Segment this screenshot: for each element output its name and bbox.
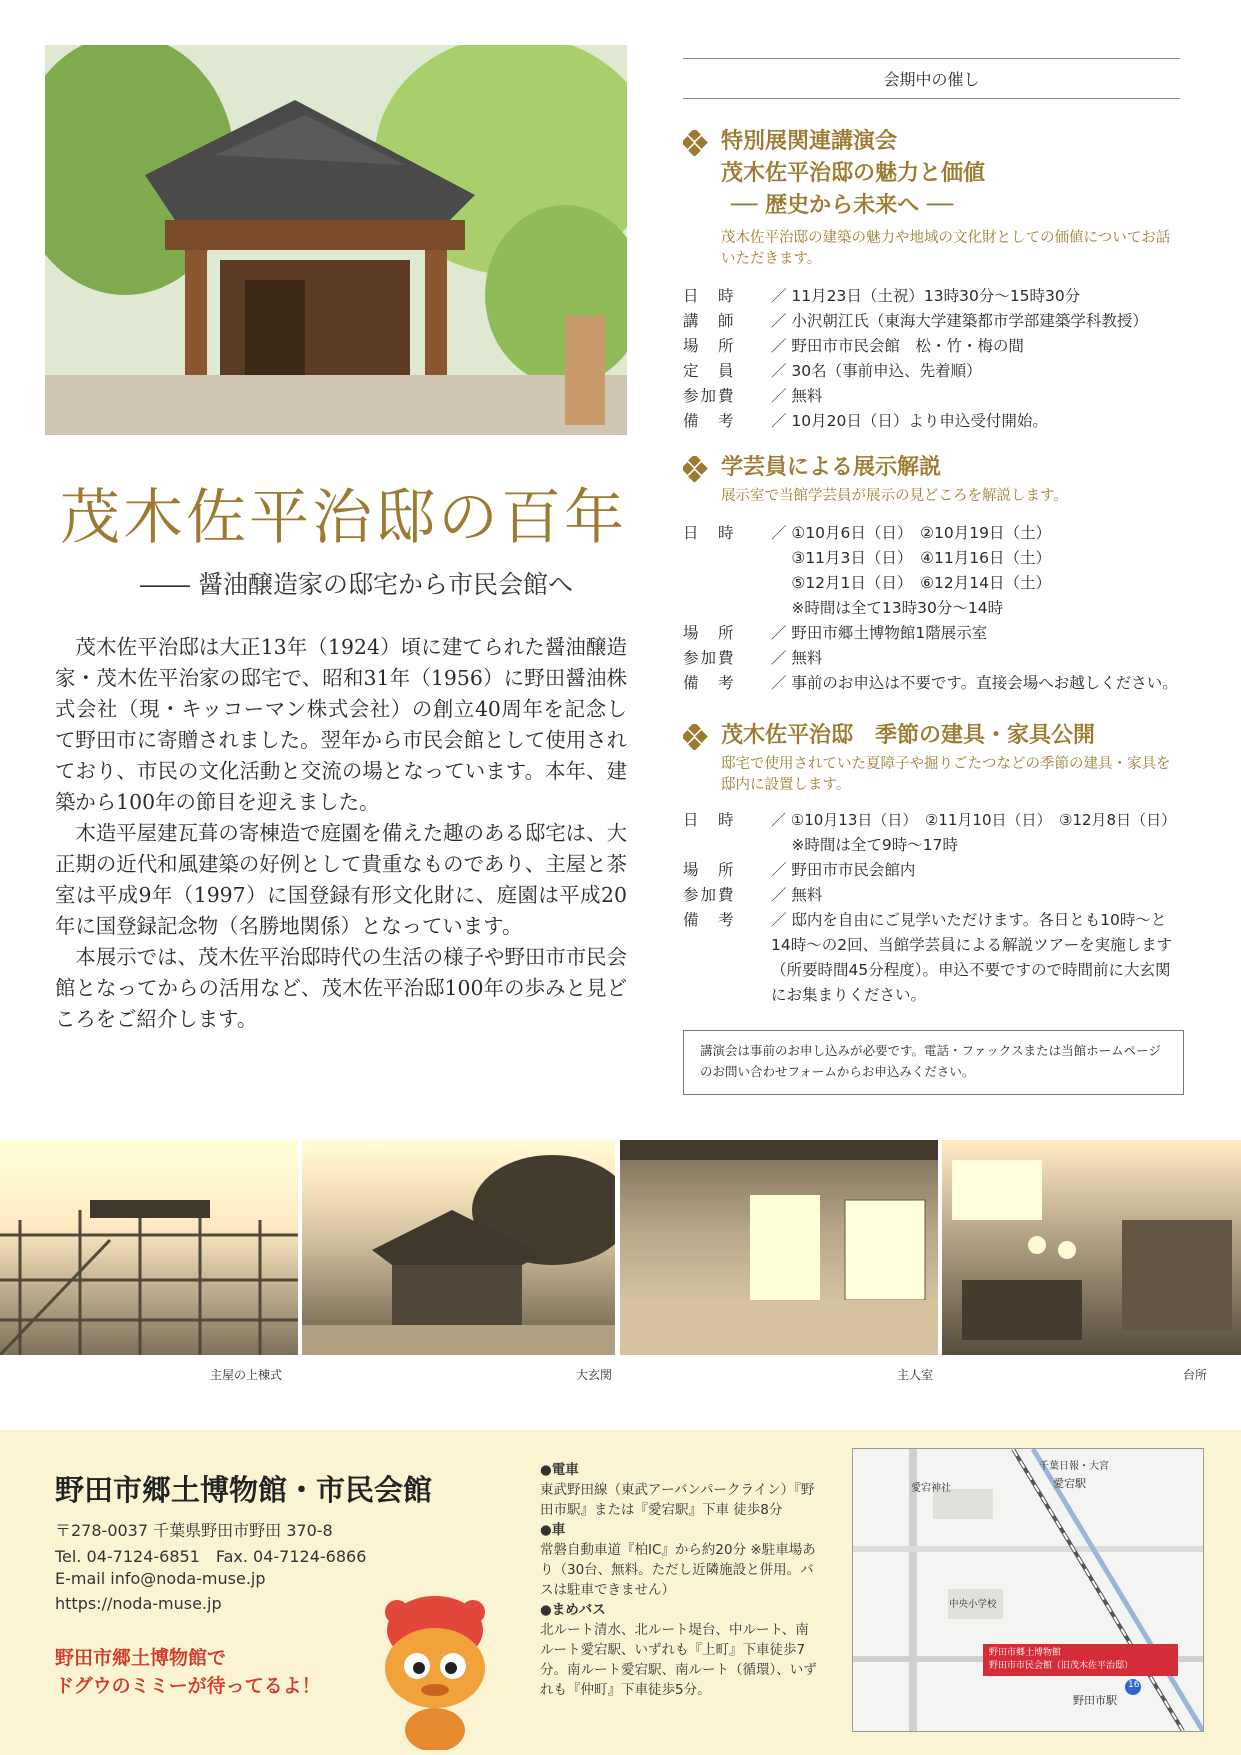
- info-label: [683, 571, 771, 596]
- event-info-row: [683, 571, 1183, 596]
- intro-paragraph: 木造平屋建瓦葺の寄棟造で庭園を備えた趣のある邸宅は、大正期の近代和風建築の好例として貴重なものであり、主屋と茶室は平成9年（1997）に国登録有形文化財に、庭園は平成20年に国登録記念物（名勝地関係）となっています。: [55, 821, 627, 938]
- access-heading: ●電車: [540, 1462, 579, 1478]
- event-title: ── 歴史から未来へ ──: [731, 193, 954, 218]
- event-info-row: [683, 409, 1183, 434]
- photo-illustration: [942, 1140, 1241, 1355]
- website-link[interactable]: https://noda-muse.jp: [55, 1594, 222, 1613]
- event-info-row: [683, 858, 1183, 883]
- access-heading: ●まめバス: [540, 1602, 606, 1618]
- event-title: 特別展関連講演会: [721, 129, 898, 154]
- map-station-atago: 愛宕駅: [1053, 1477, 1086, 1490]
- info-label: [683, 596, 771, 621]
- event-title: 茂木佐平治邸 季節の建具・家具公開: [721, 723, 1096, 748]
- map-north-label: 千葉日報・大宮: [1039, 1461, 1109, 1472]
- photo-caption: 主人室: [897, 1368, 934, 1382]
- info-value: ③11月3日（日） ④11月16日（土）: [771, 549, 1051, 567]
- hero-illustration: [45, 45, 627, 435]
- access-text: 北ルート清水、北ルート堤台、中ルート、南ルート愛宕駅、いずれも『上町』下車徒歩7分。南ルート愛宕駅、南ルート（循環）、いずれも『仲町』下車徒歩5分。: [540, 1622, 817, 1698]
- event-info-row: [683, 646, 1183, 671]
- info-label: 備 考: [683, 674, 736, 692]
- event-lecture: [683, 126, 1183, 434]
- event-info-row: [683, 359, 1183, 384]
- event-gallery-talk: [683, 452, 1183, 696]
- event-info-row: [683, 309, 1183, 334]
- info-label: 参加費: [683, 387, 736, 405]
- event-info-row: [683, 621, 1183, 646]
- postal-address: 〒278-0037 千葉県野田市野田 370-8: [55, 1521, 333, 1540]
- event-info-row: [683, 671, 1183, 696]
- map-school-label: 中央小学校: [949, 1599, 997, 1610]
- info-value: ／ 11月23日（土祝）13時30分～15時30分: [771, 287, 1081, 305]
- info-label: 場 所: [683, 861, 736, 879]
- event-info-row: [683, 284, 1183, 309]
- info-label: 講 師: [683, 312, 736, 330]
- diamond-icon: [683, 130, 709, 156]
- info-label: 日 時: [683, 524, 736, 542]
- mascot-message: ドグウのミミーが待ってるよ！: [55, 1675, 321, 1697]
- contact-email[interactable]: E-mail info@noda-muse.jp: [55, 1569, 266, 1588]
- event-info-row: [683, 521, 1183, 546]
- event-title: 茂木佐平治邸の魅力と価値: [721, 161, 986, 186]
- info-label: 場 所: [683, 624, 736, 642]
- info-value: ／ 無料: [771, 387, 823, 405]
- hero-photo-genkan: [45, 45, 627, 435]
- events-heading: 会期中の催し: [883, 70, 980, 89]
- event-info-row: [683, 908, 1183, 1008]
- access-heading: ●車: [540, 1522, 566, 1538]
- event-info-row: [683, 833, 1183, 858]
- mascot-mimi-icon: [375, 1590, 495, 1750]
- info-label: [683, 833, 771, 858]
- map-museum-label: 野田市市民会館（旧茂木佐平治邸）: [989, 1661, 1134, 1671]
- info-label: 定 員: [683, 362, 736, 380]
- photo-daigenkan: [302, 1140, 615, 1355]
- access-text: 常磐自動車道『柏IC』から約20分 ※駐車場あり（30台、無料。ただし近隣施設と併用。バスは駐車できません）: [540, 1542, 816, 1598]
- access-map[interactable]: [852, 1448, 1204, 1732]
- info-value: ／ 無料: [771, 886, 823, 904]
- info-label: 場 所: [683, 337, 736, 355]
- map-illustration: [853, 1449, 1203, 1731]
- info-value: ／ 30名（事前申込、先着順）: [771, 362, 982, 380]
- info-label: 日 時: [683, 287, 736, 305]
- mascot-message: 野田市郷土博物館で: [55, 1647, 227, 1669]
- reservation-note: 講演会は事前のお申し込みが必要です。電話・ファックスまたは当館ホームページのお問い合わせフォームからお申込みください。: [683, 1030, 1184, 1095]
- event-info-row: [683, 596, 1183, 621]
- info-label: [683, 546, 771, 571]
- intro-paragraph: 茂木佐平治邸は大正13年（1924）頃に建てられた醤油醸造家・茂木佐平治家の邸宅で、昭和31年（1956）に野田醤油株式会社（現・キッコーマン株式会社）の創立40周年を記念して野田市に寄贈されました。翌年から市民会館として使用されており、市民の文化活動と交流の場となっています。本年、建築から100年の節目を迎えました。: [55, 635, 627, 814]
- info-value: ／ 小沢朝江氏（東海大学建築都市学部建築学科教授）: [771, 312, 1148, 330]
- divider: [683, 98, 1180, 99]
- event-description: 展示室で当館学芸員が展示の見どころを解説します。: [721, 488, 1068, 504]
- info-value: ⑤12月1日（日） ⑥12月14日（土）: [771, 574, 1051, 592]
- page-subtitle: ―― 醤油醸造家の邸宅から市民会館へ: [140, 570, 573, 599]
- info-value: ／ 無料: [771, 649, 823, 667]
- photo-caption: 主屋の上棟式: [210, 1368, 283, 1382]
- access-text: 東武野田線（東武アーバンパークライン）『野田市駅』または『愛宕駅』下車 徒歩8分: [540, 1482, 815, 1518]
- info-value: ／ ①10月6日（日） ②10月19日（土）: [771, 524, 1051, 542]
- info-label: 参加費: [683, 649, 736, 667]
- event-title: 学芸員による展示解説: [721, 455, 942, 480]
- info-value: ※時間は全て9時～17時: [771, 836, 958, 854]
- event-info-row: [683, 384, 1183, 409]
- photo-caption: 大玄関: [576, 1368, 613, 1382]
- event-info-row: [683, 808, 1183, 833]
- intro-text: [55, 632, 627, 1035]
- event-info-row: [683, 546, 1183, 571]
- divider: [683, 58, 1180, 59]
- map-station-nodashi: 野田市駅: [1073, 1694, 1117, 1707]
- info-value: ／ 野田市市民会館内: [771, 861, 916, 879]
- info-value: ／ 邸内を自由にご見学いただけます。各日とも10時～と14時～の2回、当館学芸員による解説ツアーを実施します（所要時間45分程度）。申込不要ですので時間前に大玄関にお集まりください。: [771, 911, 1173, 1004]
- map-museum-label: 野田市郷土博物館: [989, 1648, 1062, 1658]
- diamond-icon: [683, 456, 709, 482]
- info-label: 参加費: [683, 886, 736, 904]
- photo-jotoshiki: [0, 1140, 298, 1355]
- contact-tel-fax: Tel. 04-7124-6851 Fax. 04-7124-6866: [55, 1547, 367, 1566]
- info-value: ／ 事前のお申込は不要です。直接会場へお越しください。: [771, 674, 1178, 692]
- event-seasonal-furnishings: [683, 720, 1183, 1008]
- info-value: ※時間は全て13時30分～14時: [771, 599, 1004, 617]
- photo-illustration: [620, 1140, 938, 1355]
- photo-shujinshitsu: [620, 1140, 938, 1355]
- photo-caption: 台所: [1183, 1368, 1208, 1382]
- photo-illustration: [0, 1140, 298, 1355]
- access-info: [540, 1460, 820, 1700]
- info-value: ／ 野田市市民会館 松・竹・梅の間: [771, 337, 1024, 355]
- event-info-row: [683, 883, 1183, 908]
- page-title: 茂木佐平治邸の百年: [60, 483, 627, 553]
- event-info-row: [683, 334, 1183, 359]
- info-value: ／ 10月20日（日）より申込受付開始。: [771, 412, 1048, 430]
- photo-daidokoro: [942, 1140, 1241, 1355]
- map-shrine-label: 愛宕神社: [911, 1483, 951, 1494]
- photo-illustration: [302, 1140, 615, 1355]
- info-label: 備 考: [683, 911, 736, 929]
- info-value: ／ ①10月13日（日） ②11月10日（日） ③12月8日（日）: [771, 811, 1177, 829]
- diamond-icon: [683, 724, 709, 750]
- intro-paragraph: 本展示では、茂木佐平治邸時代の生活の様子や野田市市民会館となってからの活用など、茂木佐平治邸100年の歩みと見どころをご紹介します。: [55, 945, 627, 1031]
- info-value: ／ 野田市郷土博物館1階展示室: [771, 624, 988, 642]
- info-label: 日 時: [683, 811, 736, 829]
- event-description: 茂木佐平治邸の建築の魅力や地域の文化財としての価値についてお話いただきます。: [721, 230, 1171, 267]
- info-label: 備 考: [683, 412, 736, 430]
- museum-name: 野田市郷土博物館・市民会館: [55, 1473, 433, 1507]
- event-description: 邸宅で使用されていた夏障子や掘りごたつなどの季節の建具・家具を邸内に設置します。: [721, 756, 1171, 793]
- map-route-16-icon: 16: [1128, 1680, 1140, 1690]
